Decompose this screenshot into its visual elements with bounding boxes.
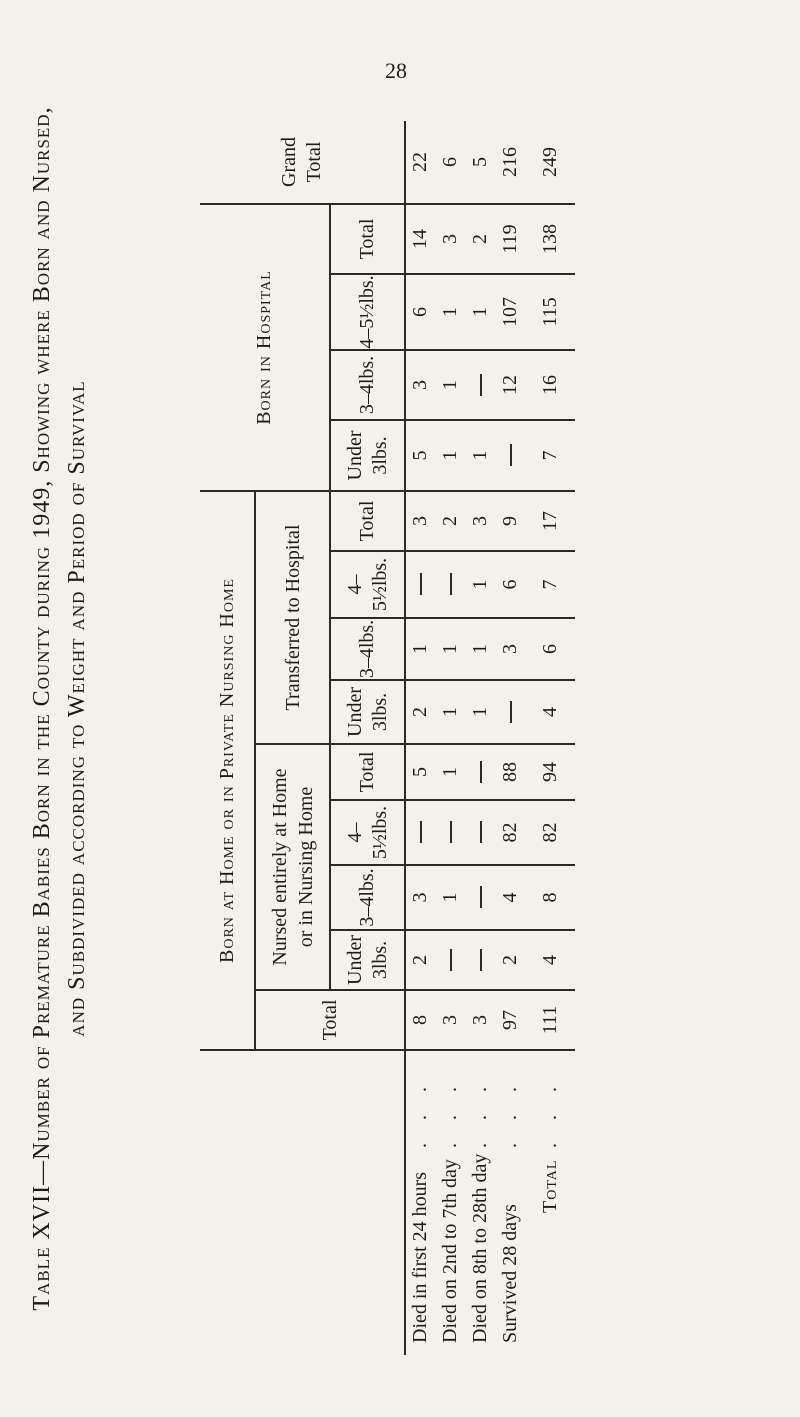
cell-value: 7 (525, 551, 575, 618)
cell-value: 1 (435, 680, 465, 744)
cell-value: 8 (525, 865, 575, 930)
cell-value: 138 (525, 204, 575, 274)
cell-value: 3 (405, 350, 435, 420)
table-row (495, 121, 525, 1355)
cell-value: 3 (435, 204, 465, 274)
caption-line-2: and Subdivided according to Weight and Period of Survival (64, 380, 90, 1037)
row-label: Died in first 24 hours. . . (405, 1050, 435, 1355)
cell-home-total: 3 (465, 990, 495, 1050)
cell-grand-total: 249 (538, 147, 561, 177)
row-label: Died on 8th to 28th day. . . (465, 1050, 495, 1355)
header-transferred-to-hospital: Transferred to Hospital (255, 491, 330, 744)
cell-value: 1 (465, 420, 495, 491)
col-nursed-3-4: 3–4lbs. (330, 865, 405, 930)
cell-value: 1 (435, 618, 465, 680)
cell-value: 6 (495, 551, 525, 618)
nil-dash (480, 374, 482, 396)
nil-dash (420, 822, 422, 844)
header-grand-total (200, 121, 405, 204)
cell-value: 1 (435, 865, 465, 930)
col-nursed-4-5: 4–5½lbs. (330, 800, 405, 865)
col-nursed-total: Total (330, 744, 405, 800)
cell-grand-total: 216 (498, 147, 521, 177)
cell-value (465, 865, 495, 930)
page-number: 28 (385, 58, 407, 83)
cell-value: 1 (435, 274, 465, 350)
grand-total-line-1: Grand (278, 137, 300, 187)
col-nursed-under-3: Under 3lbs. (330, 930, 405, 990)
cell-value: 1 (465, 680, 495, 744)
cell-value: 3 (405, 491, 435, 551)
caption-line-1: Table XVII—Number of Premature Babies Born in the County during 1949, Showing where Born and Nursed, (29, 106, 55, 1311)
cell-value (435, 551, 465, 618)
cell-grand-total: 6 (438, 157, 461, 167)
cell-value: 5 (405, 420, 435, 491)
cell-value: 3 (465, 491, 495, 551)
cell-value: 9 (495, 491, 525, 551)
cell-value: 2 (405, 680, 435, 744)
cell-home-total: 97 (495, 990, 525, 1050)
header-born-at-home: Born at Home or in Private Nursing Home (200, 491, 255, 1050)
cell-value: 115 (525, 274, 575, 350)
nil-dash (450, 574, 452, 596)
cell-value (465, 800, 495, 865)
cell-value: 4 (525, 680, 575, 744)
table-row (405, 121, 435, 1355)
cell-grand-total: 22 (405, 121, 435, 204)
cell-value (495, 680, 525, 744)
stub-header-blank (200, 1050, 405, 1355)
cell-value: 88 (495, 744, 525, 800)
header-born-in-hospital: Born in Hospital (200, 204, 330, 491)
cell-value: 107 (495, 274, 525, 350)
nursed-line-1: Nursed entirely at Home (268, 768, 291, 966)
cell-home-total: 8 (405, 990, 435, 1050)
nil-dash (480, 761, 482, 783)
row-label: Died on 2nd to 7th day. . . (435, 1050, 465, 1355)
premature-babies-table (200, 121, 575, 1355)
cell-value: 2 (405, 930, 435, 990)
cell-value: 17 (525, 491, 575, 551)
cell-value: 6 (405, 274, 435, 350)
col-transferred-total: Total (330, 491, 405, 551)
nil-dash (450, 949, 452, 971)
header-home-total: Total (255, 990, 405, 1050)
cell-value (465, 744, 495, 800)
row-label: Survived 28 days. . . (495, 1050, 525, 1355)
cell-value: 7 (525, 420, 575, 491)
cell-value (435, 930, 465, 990)
cell-value: 4 (495, 865, 525, 930)
cell-value: 3 (405, 865, 435, 930)
table-row (465, 121, 495, 1355)
cell-value: 1 (465, 618, 495, 680)
col-transferred-under-3: Under 3lbs. (330, 680, 405, 744)
row-label: Total. . . (525, 1050, 575, 1355)
nil-dash (510, 445, 512, 467)
nil-dash (450, 822, 452, 844)
nursed-line-2: or in Nursing Home (294, 786, 317, 948)
cell-value: 5 (405, 744, 435, 800)
cell-value: 119 (495, 204, 525, 274)
nil-dash (480, 887, 482, 909)
col-hospital-3-4: 3–4lbs. (330, 350, 405, 420)
col-transferred-3-4: 3–4lbs. (330, 618, 405, 680)
cell-value: 1 (435, 350, 465, 420)
cell-value: 12 (495, 350, 525, 420)
col-transferred-4-5: 4–5½lbs. (330, 551, 405, 618)
cell-value: 2 (495, 930, 525, 990)
cell-value: 1 (405, 618, 435, 680)
cell-value (435, 800, 465, 865)
col-hospital-under-3: Under 3lbs. (330, 420, 405, 491)
cell-value: 1 (435, 744, 465, 800)
cell-value (495, 420, 525, 491)
table-row (435, 121, 465, 1355)
cell-value: 94 (525, 744, 575, 800)
nil-dash (480, 822, 482, 844)
cell-value: 82 (525, 800, 575, 865)
cell-value (405, 800, 435, 865)
cell-value: 4 (525, 930, 575, 990)
cell-value: 3 (495, 618, 525, 680)
cell-value: 1 (465, 551, 495, 618)
nil-dash (510, 701, 512, 723)
cell-value: 2 (435, 491, 465, 551)
cell-value: 16 (525, 350, 575, 420)
cell-value: 1 (465, 274, 495, 350)
nil-dash (480, 949, 482, 971)
nil-dash (420, 574, 422, 596)
cell-grand-total: 5 (468, 157, 491, 167)
cell-value (465, 350, 495, 420)
cell-value: 82 (495, 800, 525, 865)
grand-total-line-2: Total (303, 141, 325, 183)
col-hospital-total: Total (330, 204, 405, 274)
cell-home-total: 111 (525, 990, 575, 1050)
cell-value: 14 (405, 204, 435, 274)
cell-value: 6 (525, 618, 575, 680)
cell-home-total: 3 (435, 990, 465, 1050)
cell-value (465, 930, 495, 990)
table-caption (25, 0, 95, 1417)
col-hospital-4-5: 4–5½lbs. (330, 274, 405, 350)
cell-value: 1 (435, 420, 465, 491)
table-row-total (525, 121, 575, 1355)
header-nursed-at-home (255, 744, 330, 990)
cell-value (405, 551, 435, 618)
cell-value: 2 (465, 204, 495, 274)
